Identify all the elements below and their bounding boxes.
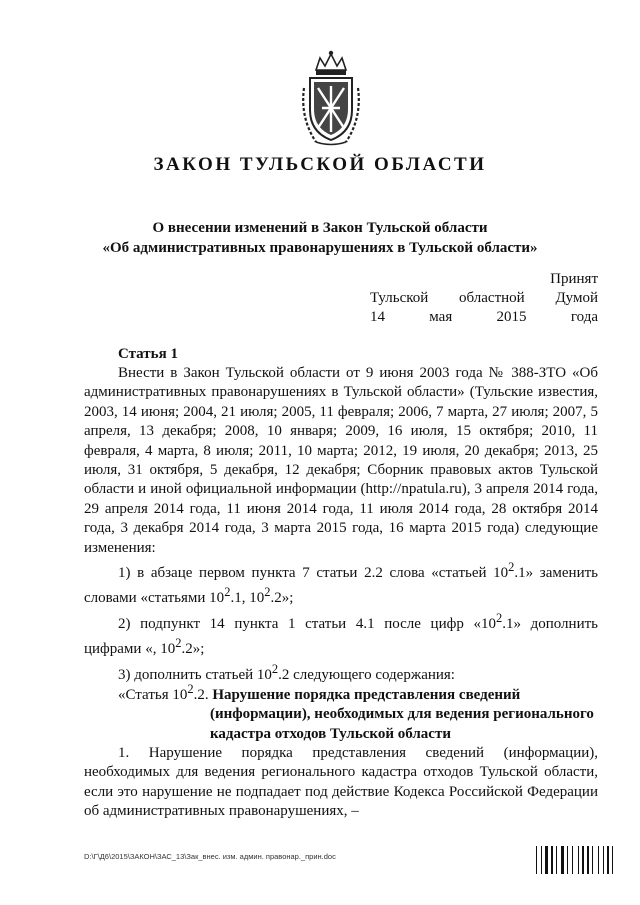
subtitle-line-2: «Об административных правонарушениях в Тульской области» xyxy=(102,240,538,256)
adopted-day: 14 xyxy=(370,309,385,325)
adoption-block xyxy=(370,270,598,327)
file-path-footer: D:\Г\Д6\2015\ЗАКОН\ЗАС_13\Зак_внес. изм. админ. правонар._прин.doc xyxy=(84,852,336,861)
subtitle-line-1: О внесении изменений в Закон Тульской области xyxy=(152,220,488,236)
law-subtitle xyxy=(60,218,580,258)
adopted-year-word: года xyxy=(570,309,598,325)
article-heading: Статья 1 xyxy=(118,346,178,362)
adopted-by-1: Тульской xyxy=(370,290,429,306)
adopted-by-2: областной xyxy=(459,290,525,306)
new-article-title-1: Нарушение порядка представления сведений xyxy=(212,687,521,703)
amendment-item-2: 2) подпункт 14 пункта 1 статьи 4.1 после цифр «$10^2.1$» дополнить цифрами «, $10^2.2$»; xyxy=(84,610,598,658)
new-article-title-3: кадастра отходов Тульской области xyxy=(210,725,451,742)
new-article-title-2: (информации), необходимых для ведения регионального xyxy=(210,706,594,723)
law-title: ЗАКОН ТУЛЬСКОЙ ОБЛАСТИ xyxy=(153,154,487,175)
adopted-by-3: Думой xyxy=(555,290,598,306)
amendment-item-1: 1) в абзаце первом пункта 7 статьи 2.2 слова «статьей $10^2.1$» заменить словами «статьями $10^2.1$, $10^2.2$»; xyxy=(84,560,598,607)
adopted-month: мая xyxy=(429,309,453,325)
part-1-text: 1. Нарушение порядка представления сведений (информации), необходимых для ведения регионального кадастра отходов Тульской области, если это нарушение не подпадает под действие Кодекса Российской Федерации об административных правонарушениях, – xyxy=(84,745,598,820)
adopted-word: Принят xyxy=(550,271,598,287)
new-article-heading: «Статья $10^2.2$. Нарушение порядка представления сведений (информации), необходимых для ведения регионального кадастра отходов Тульской области xyxy=(118,680,600,744)
tula-coat-of-arms-icon xyxy=(296,48,366,148)
amendment-item-3: 3) дополнить статьей $10^2.2$ следующего содержания: xyxy=(118,661,455,683)
barcode-icon xyxy=(536,846,622,874)
adopted-year: 2015 xyxy=(496,309,527,325)
article-body xyxy=(84,364,598,685)
article-part-1 xyxy=(84,744,598,822)
article-paragraph: Внести в Закон Тульской области от 9 июня 2003 года № 388-ЗТО «Об административных правонарушениях в Тульской области» (Тульские известия, 2003, 14 июня; 2004, 21 июля; 2005, 11 февраля; 2006, 7 марта, 27 июля; 2007, 5 апреля, 13 декабря; 2008, 10 января; 2009, 16 июля, 15 октября; 2010, 11 февраля, 4 марта, 8 июля; 2011, 10 марта; 2012, 19 июля, 20 декабря; 2013, 25 июля, 31 октября, 5 декабря, 12 декабря; Сборник правовых актов Тульской области и иной официальной информации (http://npatula.ru), 3 апреля 2014 года, 29 апреля 2014 года, 11 июня 2014 года, 11 июля 2014 года, 28 октября 2014 года, 3 декабря 2014 года, 3 марта 2015 года, 16 марта 2015 года) следующие изменения: xyxy=(84,365,598,556)
